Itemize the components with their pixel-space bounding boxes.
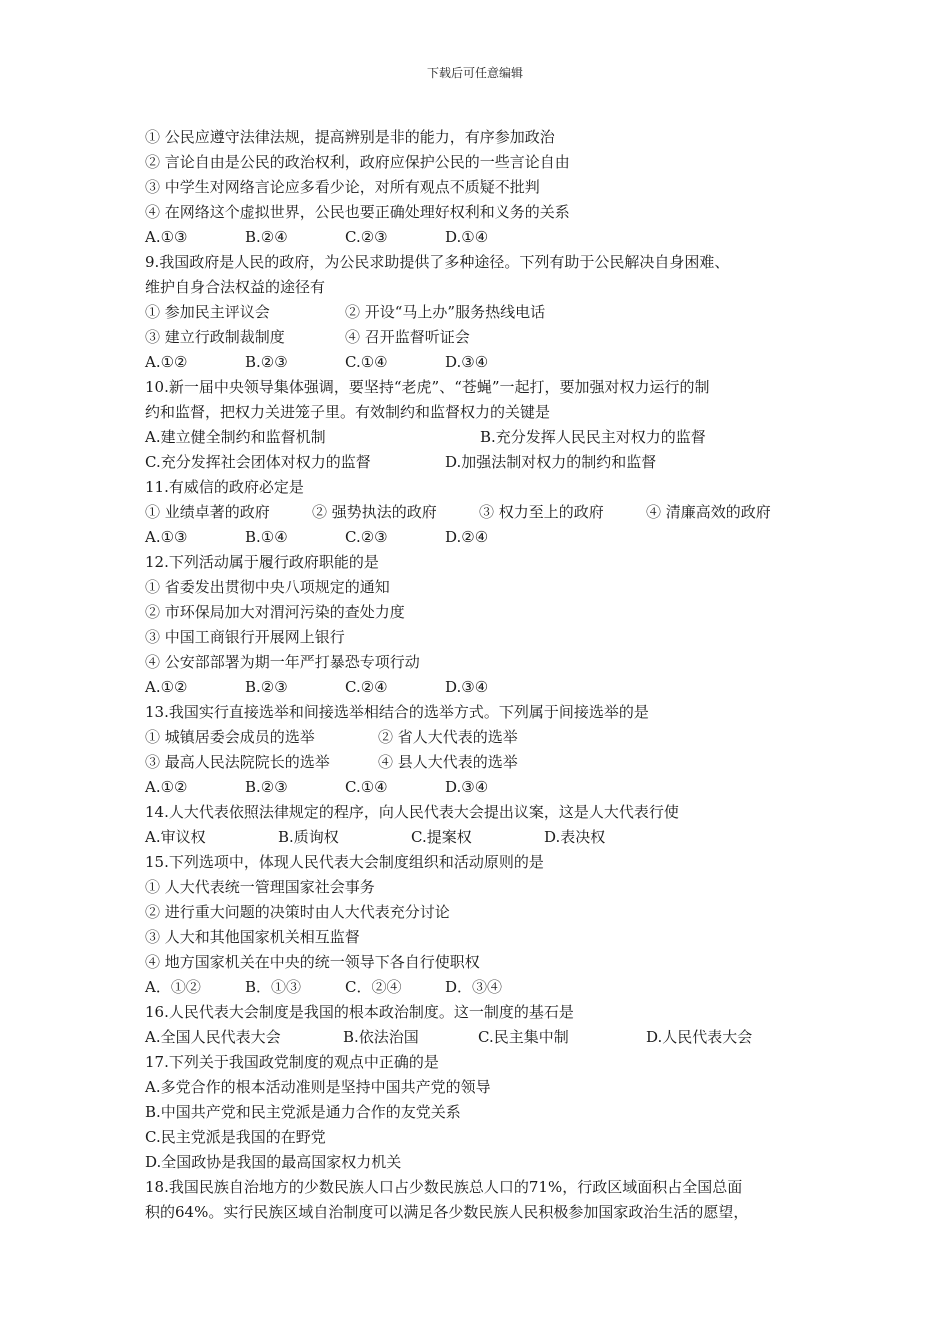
q14-stem: 14.人大代表依照法律规定的程序，向人民代表大会提出议案，这是人大代表行使 <box>145 803 679 821</box>
q16-option-a: A.全国人民代表大会 <box>145 1028 281 1046</box>
q10-options-row-1 <box>145 425 835 450</box>
q15-option-c: C．②④ <box>345 978 402 996</box>
q14-option-a: A.审议权 <box>145 828 206 846</box>
q12-option-d: D.③④ <box>445 678 489 696</box>
q10-option-c: C.充分发挥社会团体对权力的监督 <box>145 453 371 471</box>
q18-stem-line-2: 积的64%。实行民族区域自治制度可以满足各少数民族人民积极参加国家政治生活的愿望， <box>145 1203 749 1221</box>
q13-options <box>145 775 835 800</box>
q16-option-d: D.人民代表大会 <box>646 1028 753 1046</box>
q13-option-b: B.②③ <box>245 778 288 796</box>
q13-items-row-1 <box>145 725 835 750</box>
q14-option-b: B.质询权 <box>278 828 339 846</box>
q9-items-row-2 <box>145 325 835 350</box>
q8-option-c: C.②③ <box>345 228 388 246</box>
q9-item-4: ④ 召开监督听证会 <box>345 328 470 346</box>
q14-option-d: D.表决权 <box>544 828 606 846</box>
question-content <box>145 125 835 1225</box>
q12-option-b: B.②③ <box>245 678 288 696</box>
q11-item-4: ④ 清廉高效的政府 <box>646 503 771 521</box>
q9-item-1: ① 参加民主评议会 <box>145 303 270 321</box>
q8-option-d: D.①④ <box>445 228 489 246</box>
q16-stem: 16.人民代表大会制度是我国的根本政治制度。这一制度的基石是 <box>145 1003 574 1021</box>
q11-option-a: A.①③ <box>145 528 188 546</box>
q17-option-a: A.多党合作的根本活动准则是坚持中国共产党的领导 <box>145 1078 491 1096</box>
q16-option-c: C.民主集中制 <box>478 1028 569 1046</box>
q15-item-3: ③ 人大和其他国家机关相互监督 <box>145 928 360 946</box>
q10-stem-line-1: 10.新一届中央领导集体强调，要坚持“老虎”、“苍蝇”一起打，要加强对权力运行的制 <box>145 378 710 396</box>
q12-item-4: ④ 公安部部署为期一年严打暴恐专项行动 <box>145 653 420 671</box>
q14-options <box>145 825 835 850</box>
q15-option-a: A．①② <box>145 978 201 996</box>
q9-option-d: D.③④ <box>445 353 489 371</box>
q9-item-3: ③ 建立行政制裁制度 <box>145 328 285 346</box>
q10-options-row-2 <box>145 450 835 475</box>
q13-option-d: D.③④ <box>445 778 489 796</box>
q13-item-3: ③ 最高人民法院院长的选举 <box>145 753 330 771</box>
q13-item-2: ② 省人大代表的选举 <box>378 728 518 746</box>
q11-option-d: D.②④ <box>445 528 489 546</box>
q12-option-c: C.②④ <box>345 678 388 696</box>
q15-option-b: B．①③ <box>245 978 302 996</box>
q14-option-c: C.提案权 <box>411 828 472 846</box>
q16-options <box>145 1025 835 1050</box>
q17-option-b: B.中国共产党和民主党派是通力合作的友党关系 <box>145 1103 461 1121</box>
q9-items-row-1 <box>145 300 835 325</box>
q12-item-1: ① 省委发出贯彻中央八项规定的通知 <box>145 578 390 596</box>
q15-item-2: ② 进行重大问题的决策时由人大代表充分讨论 <box>145 903 450 921</box>
q11-stem: 11.有威信的政府必定是 <box>145 478 304 496</box>
q9-stem-line-2: 维护自身合法权益的途径有 <box>145 278 326 296</box>
q15-stem: 15.下列选项中，体现人民代表大会制度组织和活动原则的是 <box>145 853 544 871</box>
q11-item-1: ① 业绩卓著的政府 <box>145 503 270 521</box>
q18-stem-line-1: 18.我国民族自治地方的少数民族人口占少数民族总人口的71%，行政区域面积占全国总面 <box>145 1178 743 1196</box>
q11-options <box>145 525 835 550</box>
q9-option-c: C.①④ <box>345 353 388 371</box>
q13-option-c: C.①④ <box>345 778 388 796</box>
q8-item-3: ③ 中学生对网络言论应多看少论，对所有观点不质疑不批判 <box>145 178 540 196</box>
q15-item-1: ① 人大代表统一管理国家社会事务 <box>145 878 375 896</box>
q10-option-b: B.充分发挥人民民主对权力的监督 <box>480 428 706 446</box>
q12-option-a: A.①② <box>145 678 188 696</box>
q8-options <box>145 225 835 250</box>
q13-item-1: ① 城镇居委会成员的选举 <box>145 728 315 746</box>
q11-option-c: C.②③ <box>345 528 388 546</box>
q8-item-2: ② 言论自由是公民的政治权利，政府应保护公民的一些言论自由 <box>145 153 570 171</box>
q11-item-2: ② 强势执法的政府 <box>312 503 437 521</box>
q10-option-d: D.加强法制对权力的制约和监督 <box>445 453 657 471</box>
q8-option-a: A.①③ <box>145 228 188 246</box>
q11-item-3: ③ 权力至上的政府 <box>479 503 604 521</box>
q12-options <box>145 675 835 700</box>
q13-item-4: ④ 县人大代表的选举 <box>378 753 518 771</box>
q9-stem-line-1: 9.我国政府是人民的政府，为公民求助提供了多种途径。下列有助于公民解决自身困难、 <box>145 253 730 271</box>
q9-option-a: A.①② <box>145 353 188 371</box>
q16-option-b: B.依法治国 <box>343 1028 419 1046</box>
q11-items <box>145 500 835 525</box>
q8-item-4: ④ 在网络这个虚拟世界，公民也要正确处理好权利和义务的关系 <box>145 203 570 221</box>
q8-option-b: B.②④ <box>245 228 288 246</box>
q8-item-1: ① 公民应遵守法律法规，提高辨别是非的能力，有序参加政治 <box>145 128 555 146</box>
q13-items-row-2 <box>145 750 835 775</box>
q17-option-c: C.民主党派是我国的在野党 <box>145 1128 326 1146</box>
q13-option-a: A.①② <box>145 778 188 796</box>
q17-option-d: D.全国政协是我国的最高国家权力机关 <box>145 1153 402 1171</box>
q10-stem-line-2: 约和监督，把权力关进笼子里。有效制约和监督权力的关键是 <box>145 403 551 421</box>
q15-options <box>145 975 835 1000</box>
q15-option-d: D．③④ <box>445 978 503 996</box>
q12-item-3: ③ 中国工商银行开展网上银行 <box>145 628 345 646</box>
page-header: 下载后可任意编辑 <box>426 66 523 80</box>
q9-options <box>145 350 835 375</box>
q13-stem: 13.我国实行直接选举和间接选举相结合的选举方式。下列属于间接选举的是 <box>145 703 649 721</box>
q17-stem: 17.下列关于我国政党制度的观点中正确的是 <box>145 1053 439 1071</box>
q12-stem: 12.下列活动属于履行政府职能的是 <box>145 553 379 571</box>
q10-option-a: A.建立健全制约和监督机制 <box>145 428 326 446</box>
q9-item-2: ② 开设“马上办”服务热线电话 <box>345 303 546 321</box>
q11-option-b: B.①④ <box>245 528 288 546</box>
q9-option-b: B.②③ <box>245 353 288 371</box>
q12-item-2: ② 市环保局加大对渭河污染的查处力度 <box>145 603 405 621</box>
q15-item-4: ④ 地方国家机关在中央的统一领导下各自行使职权 <box>145 953 480 971</box>
